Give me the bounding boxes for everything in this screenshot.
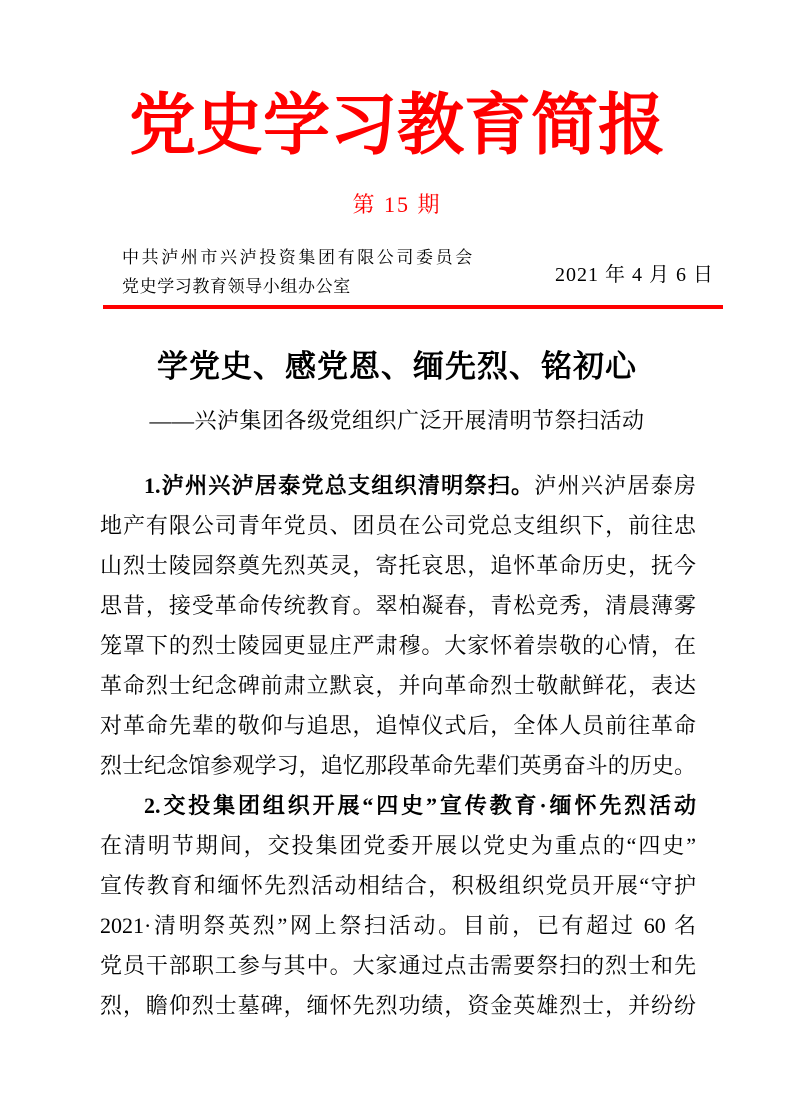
paragraph-text: 党员干部职工参与其中。大家通过点击需要祭扫的烈士和先 bbox=[100, 953, 696, 978]
body-text-line bbox=[100, 626, 696, 666]
issue-date: 2021 年 4 月 6 日 bbox=[555, 263, 714, 286]
article-headline: 学党史、感党恩、缅先烈、铭初心 bbox=[157, 349, 637, 384]
red-divider-rule bbox=[103, 305, 723, 309]
body-text-line bbox=[100, 546, 696, 586]
paragraph-text: 在清明节期间，交投集团党委开展以党史为重点的“四史” bbox=[100, 833, 696, 858]
header-row bbox=[122, 243, 714, 301]
article-body bbox=[100, 466, 696, 1026]
paragraph-text: 山烈士陵园祭奠先烈英灵，寄托哀思，追怀革命历史，抚今 bbox=[100, 553, 696, 578]
body-text-line bbox=[100, 906, 696, 946]
body-text-line bbox=[100, 986, 696, 1026]
body-text-line bbox=[100, 666, 696, 706]
article-subtitle: ——兴泸集团各级党组织广泛开展清明节祭扫活动 bbox=[149, 408, 645, 433]
body-text-line bbox=[100, 866, 696, 906]
paragraph-text: 笼罩下的烈士陵园更显庄严肃穆。大家怀着崇敬的心情，在 bbox=[100, 633, 696, 658]
paragraph-text: 思昔，接受革命传统教育。翠柏凝春，青松竞秀，清晨薄雾 bbox=[100, 593, 696, 618]
body-text-line bbox=[100, 826, 696, 866]
issuing-organization bbox=[122, 243, 475, 301]
masthead-title: 党史学习教育简报 bbox=[129, 89, 665, 163]
paragraph-text: 泸州兴泸居泰房 bbox=[534, 473, 696, 498]
body-text-line bbox=[100, 946, 696, 986]
body-text-line bbox=[100, 506, 696, 546]
paragraph-text: 对革命先辈的敬仰与追思，追悼仪式后，全体人员前往革命 bbox=[100, 713, 696, 738]
body-text-line bbox=[100, 746, 696, 786]
body-text-line bbox=[100, 586, 696, 626]
paragraph-text: 2021·清明祭英烈”网上祭扫活动。目前，已有超过 60 名 bbox=[100, 913, 696, 938]
paragraph-text: 烈，瞻仰烈士墓碑，缅怀先烈功绩，资金英雄烈士，并纷纷 bbox=[100, 993, 696, 1018]
body-text-line bbox=[100, 466, 696, 506]
paragraph-text: 烈士纪念馆参观学习，追忆那段革命先辈们英勇奋斗的历史。 bbox=[100, 753, 696, 778]
body-text-line bbox=[100, 786, 696, 826]
paragraph-text: 革命烈士纪念碑前肃立默哀，并向革命烈士敬献鲜花，表达 bbox=[100, 673, 696, 698]
paragraph-lead-bold: 1.泸州兴泸居泰党总支组织清明祭扫。 bbox=[144, 473, 535, 498]
org-line-2: 党史学习教育领导小组办公室 bbox=[122, 277, 351, 296]
paragraph-text: 地产有限公司青年党员、团员在公司党总支组织下，前往忠 bbox=[100, 513, 696, 538]
issue-number: 第 15 期 bbox=[352, 192, 442, 217]
paragraph-text: 宣传教育和缅怀先烈活动相结合，积极组织党员开展“守护 bbox=[100, 873, 696, 898]
paragraph-lead-bold: 2.交投集团组织开展“四史”宣传教育·缅怀先烈活动 bbox=[144, 793, 696, 818]
body-text-line bbox=[100, 706, 696, 746]
org-line-1: 中共泸州市兴泸投资集团有限公司委员会 bbox=[122, 248, 475, 267]
